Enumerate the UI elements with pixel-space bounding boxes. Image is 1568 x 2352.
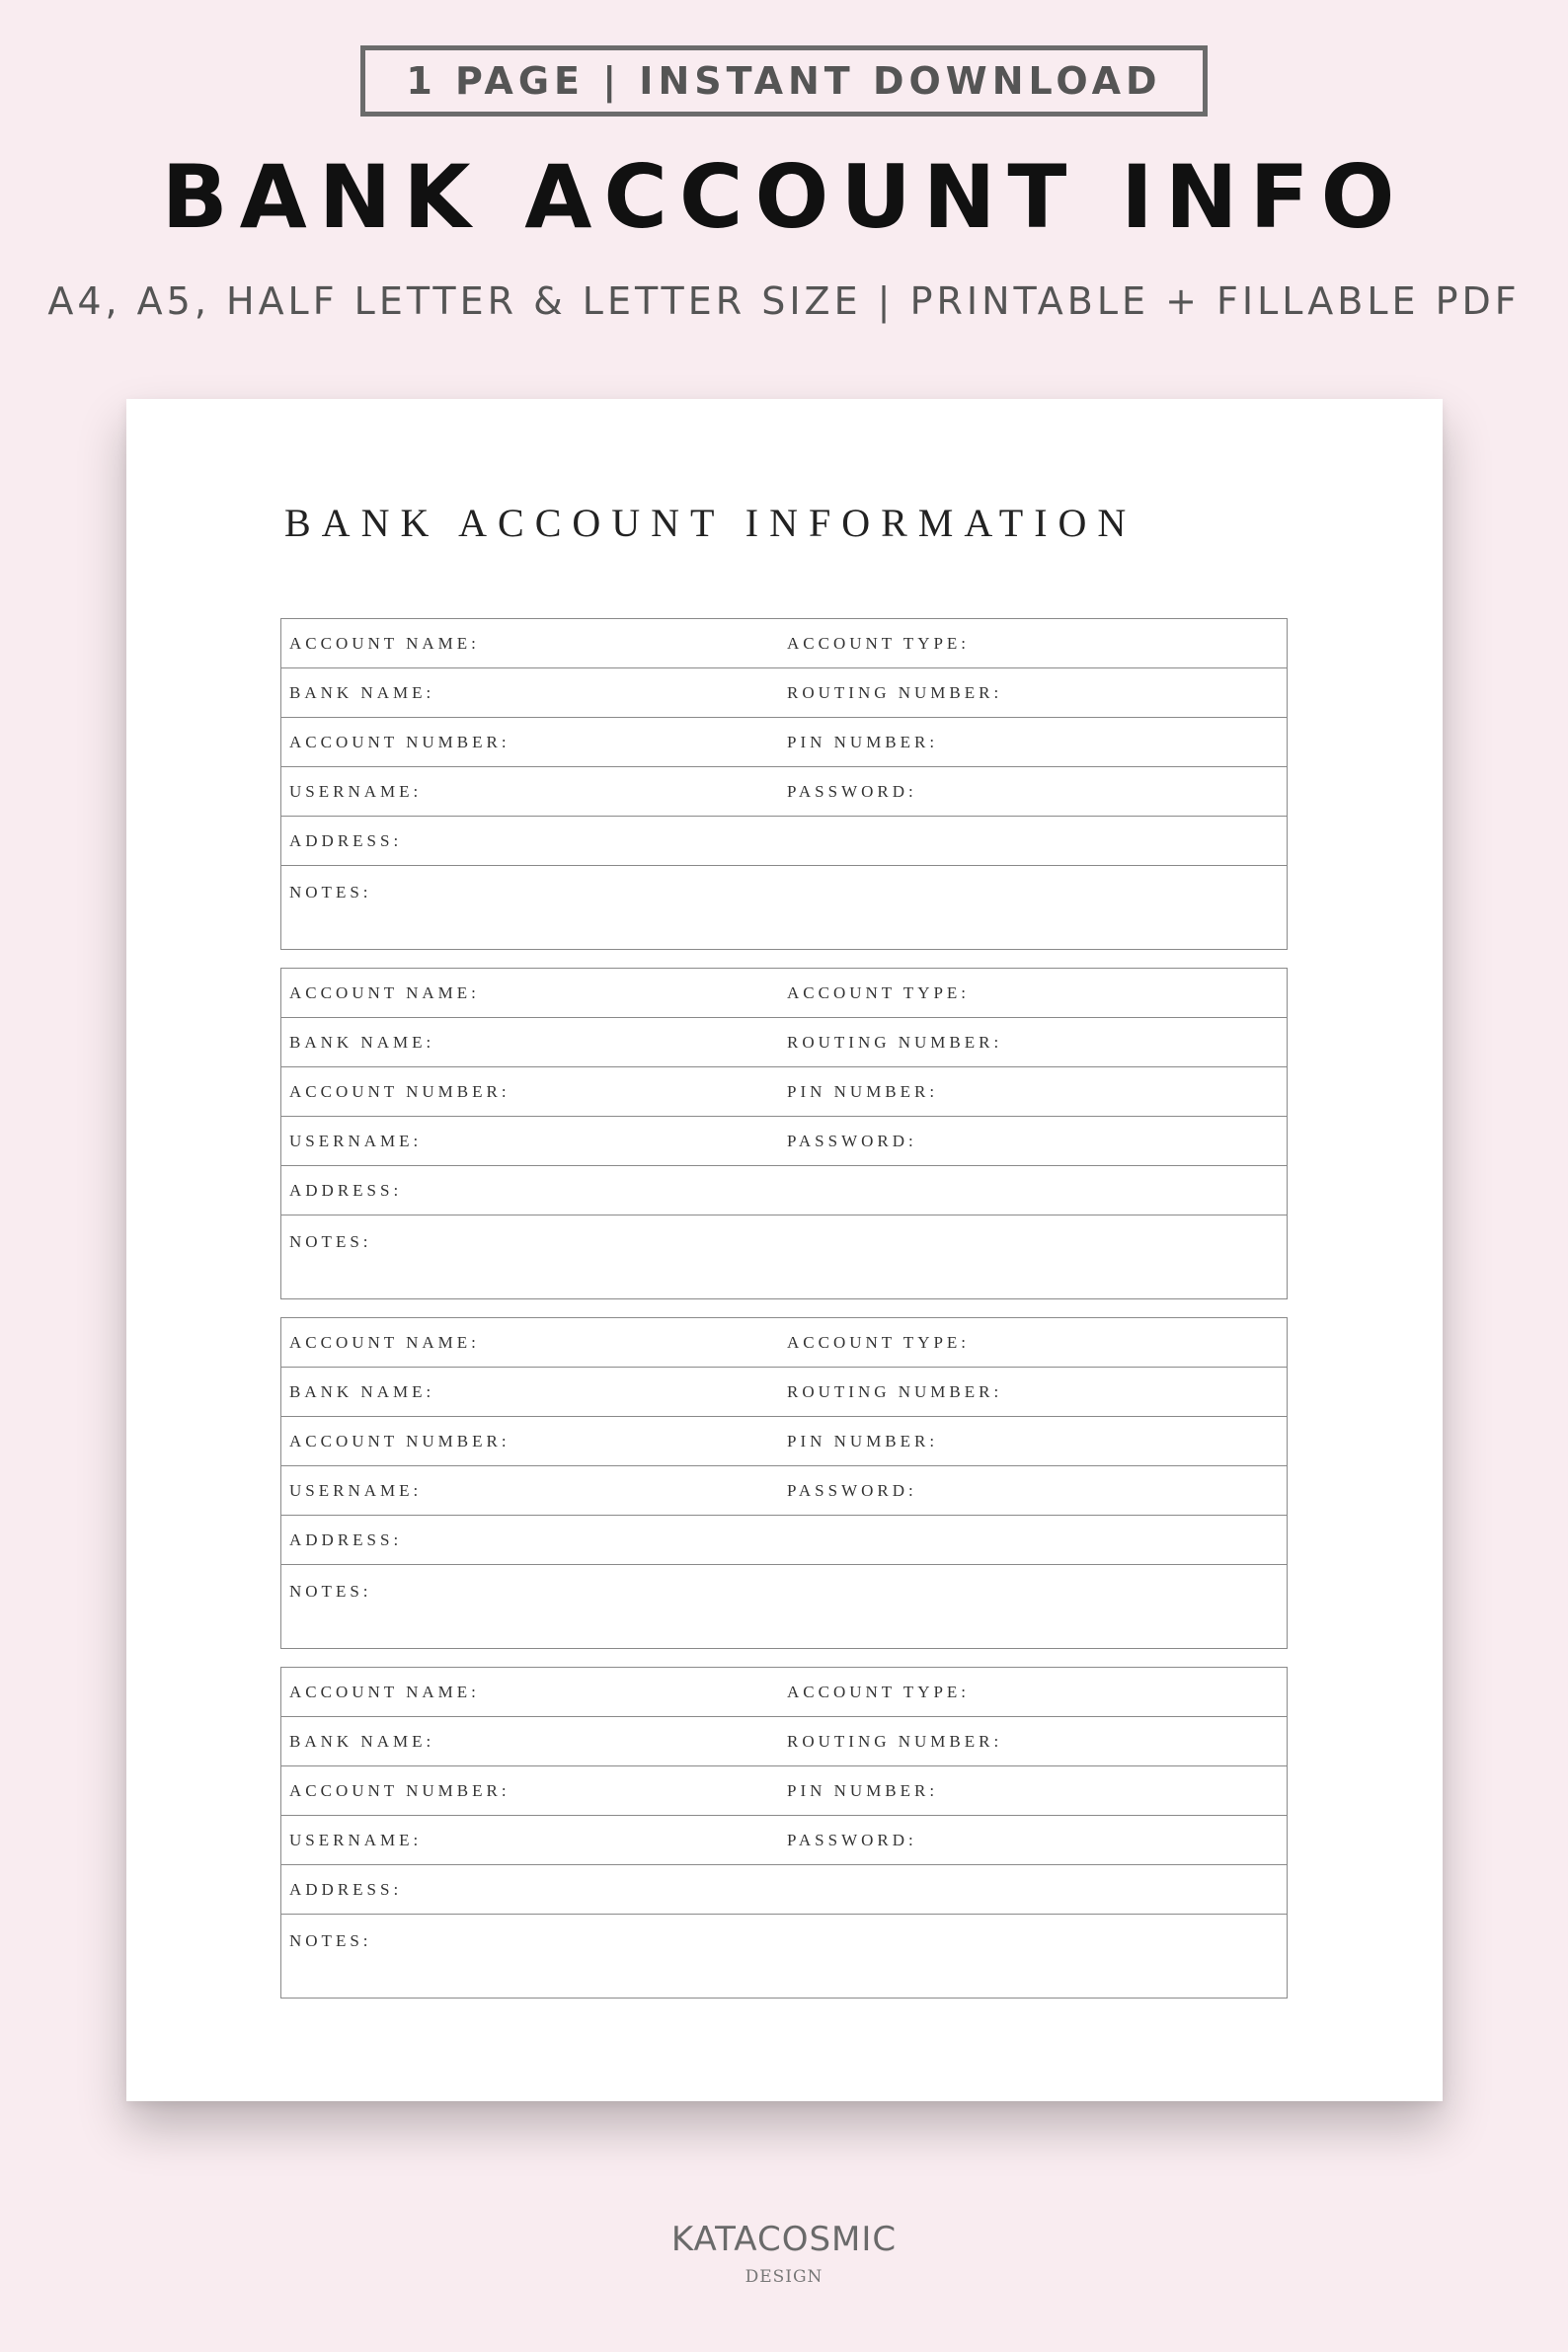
- address-row: [281, 1865, 1287, 1915]
- address-label: ADDRESS:: [289, 1529, 403, 1549]
- number-row: [281, 718, 1287, 767]
- username-label: USERNAME:: [289, 1131, 423, 1150]
- bank-name-label: BANK NAME:: [289, 1731, 435, 1751]
- login-row: [281, 1816, 1287, 1865]
- format-badge: [360, 45, 1208, 117]
- account-name-label: ACCOUNT NAME:: [289, 1332, 480, 1352]
- number-row: [281, 1067, 1287, 1117]
- address-row: [281, 1166, 1287, 1215]
- account-type-label: ACCOUNT TYPE:: [787, 982, 971, 1002]
- account-number-label: ACCOUNT NUMBER:: [289, 732, 510, 751]
- password-label: PASSWORD:: [787, 1131, 917, 1150]
- bank-row: [281, 1368, 1287, 1417]
- brand-logo: KATACOSMIC: [670, 2220, 898, 2259]
- address-label: ADDRESS:: [289, 830, 403, 850]
- username-label: USERNAME:: [289, 781, 423, 801]
- password-label: PASSWORD:: [787, 781, 917, 801]
- account-block: [280, 618, 1288, 950]
- notes-label: NOTES:: [289, 1582, 372, 1601]
- login-row: [281, 767, 1287, 817]
- routing-number-label: ROUTING NUMBER:: [787, 1381, 1003, 1401]
- account-name-label: ACCOUNT NAME:: [289, 1682, 480, 1701]
- bank-row: [281, 1018, 1287, 1067]
- account-row: [281, 1668, 1287, 1717]
- routing-number-label: ROUTING NUMBER:: [787, 1731, 1003, 1751]
- account-type-label: ACCOUNT TYPE:: [787, 633, 971, 653]
- routing-number-label: ROUTING NUMBER:: [787, 682, 1003, 702]
- username-label: USERNAME:: [289, 1480, 423, 1500]
- bank-row: [281, 1717, 1287, 1766]
- page-title: BANK ACCOUNT INFO: [161, 146, 1407, 248]
- pin-number-label: PIN NUMBER:: [787, 732, 939, 751]
- bank-name-label: BANK NAME:: [289, 682, 435, 702]
- pin-number-label: PIN NUMBER:: [787, 1780, 939, 1800]
- account-name-label: ACCOUNT NAME:: [289, 982, 480, 1002]
- notes-row: [281, 1565, 1287, 1648]
- notes-row: [281, 1215, 1287, 1298]
- address-row: [281, 1516, 1287, 1565]
- printable-sheet: [126, 399, 1443, 2101]
- account-row: [281, 969, 1287, 1018]
- account-type-label: ACCOUNT TYPE:: [787, 1682, 971, 1701]
- account-type-label: ACCOUNT TYPE:: [787, 1332, 971, 1352]
- notes-label: NOTES:: [289, 1232, 372, 1251]
- login-row: [281, 1117, 1287, 1166]
- number-row: [281, 1417, 1287, 1466]
- account-block: [280, 1317, 1288, 1649]
- username-label: USERNAME:: [289, 1830, 423, 1849]
- bank-row: [281, 668, 1287, 718]
- account-row: [281, 619, 1287, 668]
- account-number-label: ACCOUNT NUMBER:: [289, 1431, 510, 1450]
- account-block: [280, 1667, 1288, 1999]
- account-number-label: ACCOUNT NUMBER:: [289, 1081, 510, 1101]
- notes-row: [281, 1915, 1287, 1998]
- account-name-label: ACCOUNT NAME:: [289, 633, 480, 653]
- brand-logo-sub: DESIGN: [745, 2267, 823, 2287]
- account-number-label: ACCOUNT NUMBER:: [289, 1780, 510, 1800]
- routing-number-label: ROUTING NUMBER:: [787, 1032, 1003, 1052]
- notes-label: NOTES:: [289, 883, 372, 902]
- sheet-title: BANK ACCOUNT INFORMATION: [284, 501, 1137, 545]
- notes-row: [281, 866, 1287, 949]
- password-label: PASSWORD:: [787, 1830, 917, 1849]
- bank-name-label: BANK NAME:: [289, 1381, 435, 1401]
- pin-number-label: PIN NUMBER:: [787, 1431, 939, 1450]
- account-block: [280, 968, 1288, 1299]
- login-row: [281, 1466, 1287, 1516]
- password-label: PASSWORD:: [787, 1480, 917, 1500]
- pin-number-label: PIN NUMBER:: [787, 1081, 939, 1101]
- page-subtitle: A4, A5, HALF LETTER & LETTER SIZE | PRINTABLE + FILLABLE PDF: [47, 279, 1521, 323]
- address-row: [281, 817, 1287, 866]
- notes-label: NOTES:: [289, 1931, 372, 1950]
- format-badge-text: 1 PAGE | INSTANT DOWNLOAD: [406, 59, 1162, 103]
- number-row: [281, 1766, 1287, 1816]
- account-row: [281, 1318, 1287, 1368]
- bank-name-label: BANK NAME:: [289, 1032, 435, 1052]
- address-label: ADDRESS:: [289, 1879, 403, 1899]
- address-label: ADDRESS:: [289, 1180, 403, 1200]
